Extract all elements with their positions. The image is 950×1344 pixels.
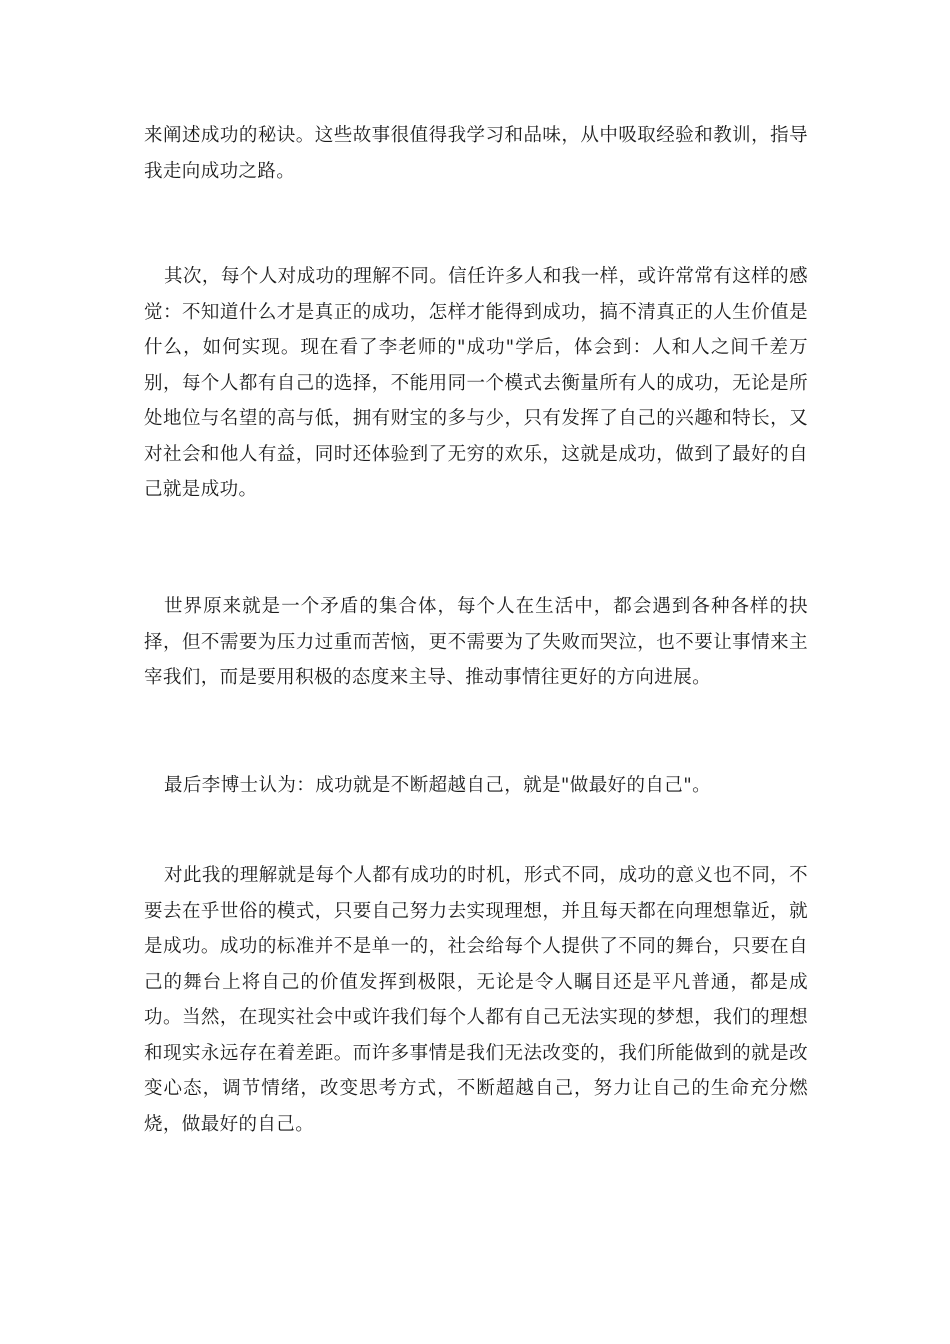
paragraph-2: 其次，每个人对成功的理解不同。信任许多人和我一样，或许常常有这样的感觉：不知道什么才是真正的成功，怎样才能得到成功，搞不清真正的人生价值是什么，如何实现。现在看了李老师的"成功"学后，体会到：人和人之间千差万别，每个人都有自己的选择，不能用同一个模式去衡量所有人的成功，无论是所处地位与名望的高与低，拥有财宝的多与少，只有发挥了自己的兴趣和特长，又对社会和他人有益，同时还体验到了无穷的欢乐，这就是成功，做到了最好的自己就是成功。 — [144, 266, 808, 500]
paragraph-4: 最后李博士认为：成功就是不断超越自己，就是"做最好的自己"。 — [164, 775, 712, 796]
paragraph-5: 对此我的理解就是每个人都有成功的时机，形式不同，成功的意义也不同，不要去在乎世俗的模式，只要自己努力去实现理想，并且每天都在向理想靠近，就是成功。成功的标准并不是单一的，社会给每个人提供了不同的舞台，只要在自己的舞台上将自己的价值发挥到极限，无论是令人瞩目还是平凡普通，都是成功。当然，在现实社会中或许我们每个人都有自己无法实现的梦想，我们的理想和现实永远存在着差距。而许多事情是我们无法改变的，我们所能做到的就是改变心态，调节情绪，改变思考方式，不断超越自己，努力让自己的生命充分燃烧，做最好的自己。 — [144, 865, 808, 1135]
paragraph-1: 来阐述成功的秘诀。这些故事很值得我学习和品味，从中吸取经验和教训，指导我走向成功之路。 — [144, 125, 808, 182]
paragraph-3: 世界原来就是一个矛盾的集合体，每个人在生活中，都会遇到各种各样的抉择，但不需要为压力过重而苦恼，更不需要为了失败而哭泣，也不要让事情来主宰我们，而是要用积极的态度来主导、推动事情往更好的方向进展。 — [144, 596, 808, 688]
